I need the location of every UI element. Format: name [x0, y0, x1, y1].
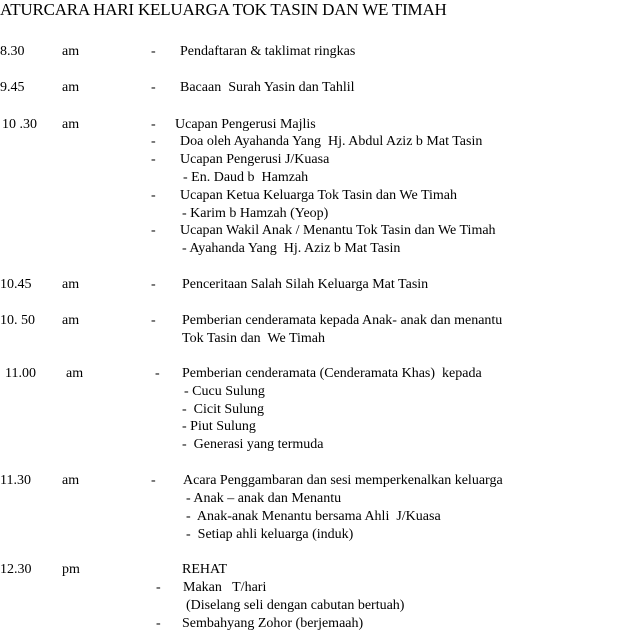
schedule-ampm: am	[62, 80, 80, 95]
schedule-dash: -	[151, 44, 156, 59]
schedule-dash: -	[151, 223, 156, 238]
schedule-desc: - En. Daud b Hamzah	[183, 170, 309, 185]
schedule-row	[0, 43, 640, 61]
schedule-time: 11.00	[5, 366, 36, 381]
schedule-desc: Pemberian cenderamata kepada Anak- anak dan menantu	[182, 313, 503, 328]
schedule-row	[0, 79, 640, 97]
schedule-row	[0, 508, 640, 526]
schedule-row	[0, 526, 640, 544]
schedule-dash: -	[151, 188, 156, 203]
schedule-time: 10 .30	[2, 117, 37, 132]
schedule-row	[0, 436, 640, 454]
schedule-dash: -	[156, 616, 161, 631]
schedule-desc: - Karim b Hamzah (Yeop)	[182, 206, 329, 221]
schedule-desc: - Anak-anak Menantu bersama Ahli J/Kuasa	[186, 509, 441, 524]
schedule-desc: - Anak – anak dan Menantu	[186, 491, 342, 506]
schedule-row	[0, 561, 640, 579]
schedule-time: 10. 50	[0, 313, 35, 328]
schedule-dash: -	[151, 117, 156, 132]
schedule-desc: - Generasi yang termuda	[182, 437, 324, 452]
schedule-row	[0, 597, 640, 615]
schedule-row	[0, 312, 640, 330]
schedule-desc: Makan T/hari	[183, 580, 267, 595]
schedule-row	[0, 418, 640, 436]
schedule-row	[0, 133, 640, 151]
schedule-row	[0, 615, 640, 633]
schedule-desc: Sembahyang Zohor (berjemaah)	[182, 616, 364, 631]
page-title: ATURCARA HARI KELUARGA TOK TASIN DAN WE TIMAH	[0, 0, 447, 19]
schedule-ampm: am	[62, 313, 80, 328]
schedule-row	[0, 383, 640, 401]
schedule-dash: -	[151, 313, 156, 328]
schedule-row	[0, 240, 640, 258]
schedule-time: 10.45	[0, 277, 32, 292]
schedule-row	[0, 187, 640, 205]
schedule-ampm: am	[62, 473, 80, 488]
schedule-row	[0, 365, 640, 383]
schedule-desc: Pendaftaran & taklimat ringkas	[180, 44, 356, 59]
schedule-desc: - Setiap ahli keluarga (induk)	[186, 527, 354, 542]
schedule-ampm: am	[62, 277, 80, 292]
schedule-row	[0, 330, 640, 348]
schedule-time: 8.30	[0, 44, 25, 59]
schedule-desc: Acara Penggambaran dan sesi memperkenalkan keluarga	[183, 473, 503, 488]
schedule-desc: Bacaan Surah Yasin dan Tahlil	[180, 80, 355, 95]
schedule-time: 9.45	[0, 80, 25, 95]
schedule-row	[0, 151, 640, 169]
schedule-desc: Ucapan Pengerusi Majlis	[175, 117, 316, 132]
schedule-row	[0, 222, 640, 240]
schedule-row	[0, 579, 640, 597]
schedule-desc: Ucapan Pengerusi J/Kuasa	[180, 152, 330, 167]
schedule-ampm: am	[62, 44, 80, 59]
schedule-desc: (Diselang seli dengan cabutan bertuah)	[186, 598, 405, 613]
schedule-time: 12.30	[0, 562, 32, 577]
schedule-ampm: pm	[62, 562, 80, 577]
schedule-dash: -	[151, 152, 156, 167]
schedule-desc: - Cicit Sulung	[182, 402, 265, 417]
schedule-desc: - Cucu Sulung	[184, 384, 265, 399]
schedule-ampm: am	[62, 117, 80, 132]
schedule-desc: Ucapan Ketua Keluarga Tok Tasin dan We Timah	[180, 188, 457, 203]
schedule-desc: Ucapan Wakil Anak / Menantu Tok Tasin dan We Timah	[180, 223, 496, 238]
schedule-desc: Penceritaan Salah Silah Keluarga Mat Tasin	[182, 277, 429, 292]
schedule-dash: -	[151, 134, 156, 149]
schedule-row	[0, 490, 640, 508]
schedule-dash: -	[151, 277, 156, 292]
schedule-dash: -	[156, 580, 161, 595]
schedule-desc: Doa oleh Ayahanda Yang Hj. Abdul Aziz b Mat Tasin	[180, 134, 483, 149]
schedule-row	[0, 401, 640, 419]
schedule-dash: -	[155, 366, 160, 381]
schedule-row	[0, 276, 640, 294]
schedule-row	[0, 116, 640, 134]
schedule-desc: REHAT	[182, 562, 228, 577]
schedule-desc: - Piut Sulung	[182, 419, 256, 434]
schedule-row	[0, 169, 640, 187]
schedule-desc: Tok Tasin dan We Timah	[182, 331, 326, 346]
schedule-desc: Pemberian cenderamata (Cenderamata Khas) kepada	[182, 366, 482, 381]
schedule-ampm: am	[66, 366, 84, 381]
schedule-dash: -	[151, 473, 156, 488]
schedule-row	[0, 472, 640, 490]
schedule-time: 11.30	[0, 473, 31, 488]
schedule-dash: -	[151, 80, 156, 95]
schedule-desc: - Ayahanda Yang Hj. Aziz b Mat Tasin	[182, 241, 401, 256]
schedule-row	[0, 205, 640, 223]
